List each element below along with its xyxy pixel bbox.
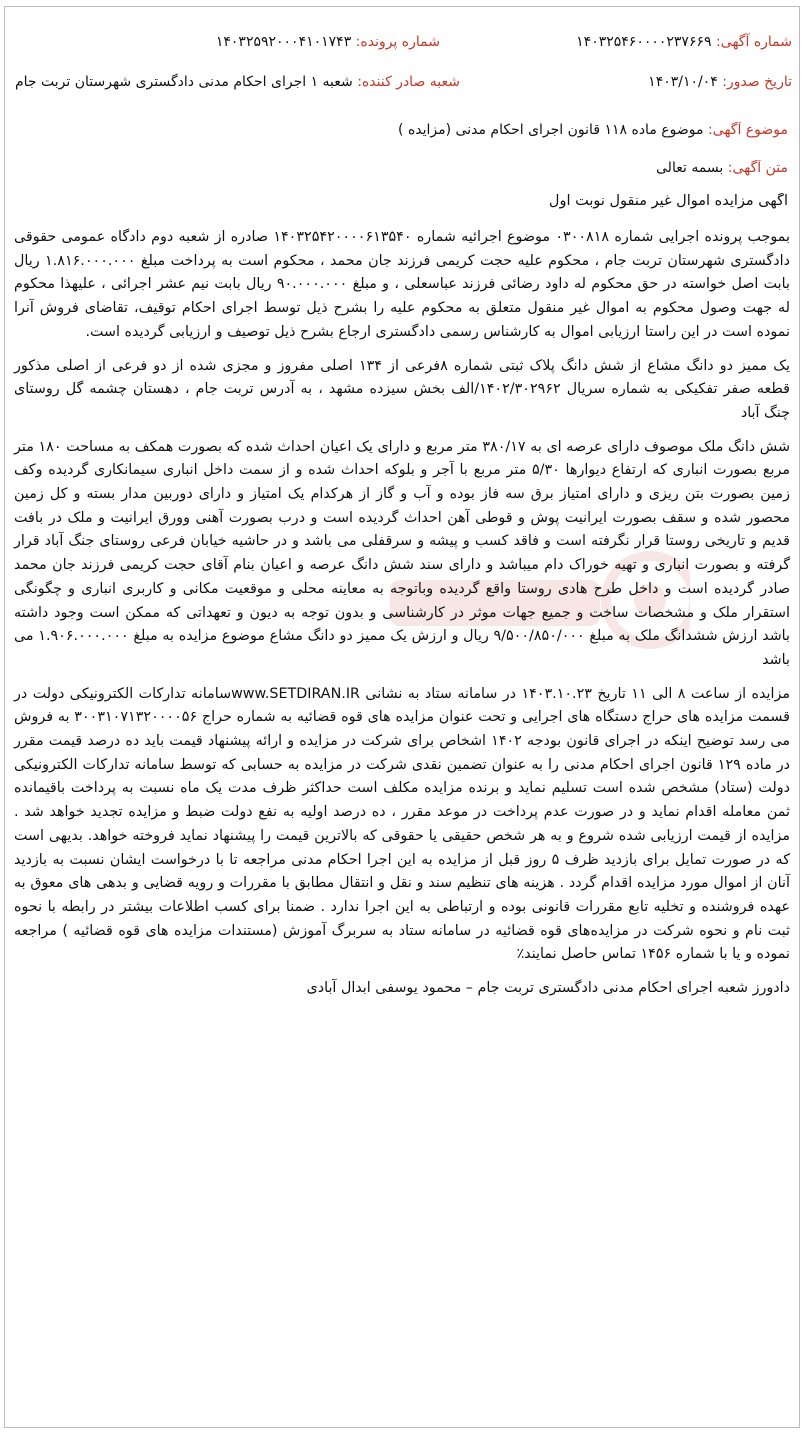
issuer-value: شعبه ۱ اجرای احکام مدنی دادگستری شهرستان تربت جام xyxy=(14,74,353,90)
issue-date xyxy=(648,74,792,90)
case-number-label: شماره پرونده: xyxy=(355,34,440,50)
notice-number xyxy=(576,34,792,50)
intro-label: متن آگهی: xyxy=(727,160,788,176)
issue-date-label: تاریخ صدور: xyxy=(722,74,792,90)
paragraph-description: شش دانگ ملک موصوف دارای عرصه ای به ۳۸۰/۱۷ متر مربع و دارای یک اعیان احداث شده که بصورت همکف به مساحت ۱۸۰ متر مربع بصورت انباری که ارتفاع دیوارها ۵/۳۰ متر مربع با آجر و بلوکه احداث شده و از سمت داخل انباری سیمانکاری گردیده وکف زمین بصورت بتن ریزی و دارای امتیاز برق سه فاز بوده و آب و گاز از هرکدام یک امتیاز و دارای دوربین مدار بسته و کل زمین محصور شده و سقف بصورت ایرانیت پوش و قوطی آهن احداث گردیده است و درب بصورت آهنی وورق ایرانیت و ملک در بافت قدیم و تاریخی روستا قرار نگرفته است و فاقد کسب و پیشه و سرقفلی می باشد و در حاشیه خیابان فرعی روستای جنگ آباد قرار گرفته و بصورت انباری و تهیه خوراک دام میباشد و دارای سند شش دانگ عرصه و اعیان بنام آقای حجت کریمی فرزند جان محمد صادر گردیده است و داخل طرح هادی روستا واقع گردیده وباتوجه به معاینه محلی و موقعیت مکانی و کاربری انباری و چگونگی استقرار ملک و مشخصات ساخت و جمیع جهات موثر در کارشناسی و بدون توجه به دیون و تعهداتی که ممکن است وجود داشته باشد ارزش ششدانگ ملک به مبلغ ۹/۵۰۰/۸۵۰/۰۰۰ ریال و ارزش یک ممیز دو دانگ مشاع موضوع مزایده به مبلغ ۱.۹۰۶.۰۰۰.۰۰۰ می باشد xyxy=(14,438,791,668)
paragraph-property: یک ممیز دو دانگ مشاع از شش دانگ پلاک ثبتی شماره ۸فرعی از ۱۳۴ اصلی مفروز و مجزی شده از دو فرعی از اصلی مذکور قطعه صفر تفکیکی به شماره سریال ۱۴۰۲/۳۰۲۹۶۲/الف بخش سیزده مشهد ، به آدرس تربت جام ، دهستان چشمه گل روستای چنگ آباد xyxy=(14,357,790,421)
notice-title: آگهی مزایده اموال غیر منقول نوبت اول xyxy=(548,193,788,209)
notice-body xyxy=(14,226,790,1011)
issuer xyxy=(15,74,460,90)
subject-label: موضوع آگهی: xyxy=(707,122,788,138)
subject-value: موضوع ماده ۱۱۸ قانون اجرای احکام مدنی (مزایده ) xyxy=(398,122,704,138)
paragraph-auction-terms: مزایده از ساعت ۸ الی ۱۱ تاریخ ۱۴۰۳.۱۰.۲۳ در سامانه ستاد به نشانی www.SETDIRAN.IRسامانه تدارکات الکترونیکی دولت در قسمت مزایده های حراج دستگاه های اجرایی و تحت عنوان مزایده های قوه قضائیه به شماره حراج ۳۰۰۳۱۰۷۱۳۲۰۰۰۰۵۶ به فروش می رسد توضیح اینکه در اجرای قانون بودجه ۱۴۰۲ اشخاص برای شرکت در مزایده و ارائه پیشنهاد قیمت باید ده درصد قیمت مقرر در ماده ۱۲۹ قانون اجرای احکام مدنی را به عنوان تضمین نقدی شرکت در مزایده به حسابی که توسط سامانه تدارکات الکترونیکی دولت (ستاد) مشخص شده است تسلیم نماید و برنده مزایده مکلف است حداکثر ظرف مدت یک ماه نسبت به پرداخت باقیمانده ثمن معامله اقدام نماید و در صورت عدم پرداخت در موعد مقرر ، ده درصد اولیه به نفع دولت ضبط و مزایده تجدید خواهد شد . مزایده از قیمت ارزیابی شده شروع و به هر شخص حقیقی یا حقوقی که بالاترین قیمت را پیشنهاد نماید فروخته خواهد. بدیهی است که در صورت تمایل برای بازدید ظرف ۵ روز قبل از مزایده به این اجرا احکام مدنی مراجعه تا با درخواست ایشان نسبت به بازدید آنان از اموال مورد مزایده اقدام گردد . هزینه های تنظیم سند و نقل و انتقال مطابق با مقررات و رویه قضایی و بدهی های معوق به عهده فروشنده و تخلیه تابع مقررات قانونی بوده و ارتباطی به این اجرا ندارد . ضمنا برای کسب اطلاعات بیشتر در رابطه با نحوه ثبت نام و نحوه شرکت در مزایده‌های قوه قضائیه در سامانه ستاد به سربرگ آموزش (مستندات مزایده های قوه قضائیه ) مراجعه نموده و یا با شماره ۱۴۵۶ تماس حاصل نمایند٪ xyxy=(14,685,791,963)
intro-value: بسمه تعالی xyxy=(656,160,724,176)
signature: دادورز شعبه اجرای احکام مدنی دادگستری تربت جام – محمود یوسفی ابدال آبادی xyxy=(306,980,790,997)
issuer-label: شعبه صادر کننده: xyxy=(357,74,460,90)
case-number-value: ۱۴۰۳۲۵۹۲۰۰۰۴۱۰۱۷۴۳ xyxy=(215,34,352,50)
notice-number-value: ۱۴۰۳۲۵۴۶۰۰۰۰۲۳۷۶۶۹ xyxy=(576,34,712,50)
notice-number-label: شماره آگهی: xyxy=(715,34,792,50)
paragraph-case: بموجب پرونده اجرایی شماره ۰۳۰۰۸۱۸ موضوع اجرائیه شماره ۱۴۰۳۲۵۴۲۰۰۰۰۶۱۳۵۴۰ صادره از شعبه دوم دادگاه عمومی حقوقی دادگستری شهرستان تربت جام ، محکوم علیه حجت کریمی فرزند جان محمد ، محکوم است به پرداخت مبلغ ۱.۸۱۶.۰۰۰.۰۰۰ ریال بابت اصل خواسته در حق محکوم له داود رضائی فرزند عباسعلی ، و مبلغ ۹۰.۰۰۰.۰۰۰ ریال بابت نیم عشر اجرائی ، علیهذا محکوم له جهت وصول محکوم به اموال غیر منقول متعلق به محکوم علیه را بشرح ذیل توسط اجرای احکام توقیف، تقاضای فروش آنرا نموده است در این راستا ارزیابی اموال به کارشناس رسمی دادگستری ارجاع بشرح ذیل توصیف و ارزیابی گردیده است. xyxy=(14,229,791,340)
notice-intro xyxy=(18,160,788,176)
issue-date-value: ۱۴۰۳/۱۰/۰۴ xyxy=(648,74,718,90)
case-number xyxy=(216,34,440,50)
notice-subject xyxy=(18,122,788,138)
